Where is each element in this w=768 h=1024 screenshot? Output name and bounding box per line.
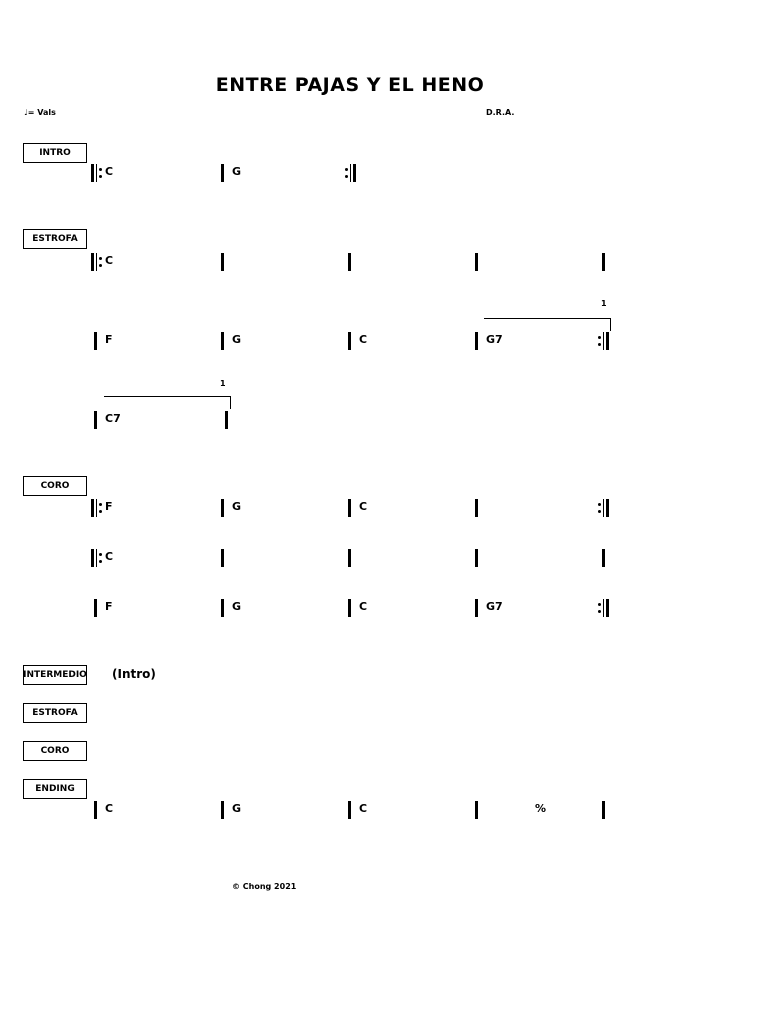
intermedio-note: (Intro)	[112, 667, 156, 681]
estrofa-row-2	[0, 330, 768, 354]
chord: G	[232, 802, 242, 815]
repeat-end	[598, 499, 609, 517]
volta-bracket	[104, 396, 231, 409]
barline	[602, 253, 605, 271]
estrofa-row-3	[0, 409, 768, 433]
chord: F	[105, 500, 113, 513]
chord: G	[232, 500, 242, 513]
section-label-ending: ENDING	[23, 779, 87, 799]
barline	[475, 253, 478, 271]
coro-row-2	[0, 547, 768, 571]
credit: D.R.A.	[486, 108, 515, 117]
section-label-estrofa: ESTROFA	[23, 229, 87, 249]
barline	[221, 499, 224, 517]
barline	[475, 599, 478, 617]
repeat-start	[91, 164, 102, 182]
chord: C	[359, 500, 368, 513]
section-label-estrofa-repeat: ESTROFA	[23, 703, 87, 723]
chord: G7	[486, 600, 503, 613]
chord: C	[359, 802, 368, 815]
barline	[221, 253, 224, 271]
barline	[94, 411, 97, 429]
chord: F	[105, 600, 113, 613]
barline	[475, 801, 478, 819]
tempo-marking: ♩= Vals	[24, 108, 56, 117]
estrofa-row-1	[0, 251, 768, 275]
chord: F	[105, 333, 113, 346]
chord: C	[105, 165, 114, 178]
ending-row	[0, 799, 768, 823]
chord: C	[359, 600, 368, 613]
barline	[221, 599, 224, 617]
barline	[225, 411, 228, 429]
barline	[475, 499, 478, 517]
volta-number: 1	[601, 299, 607, 308]
repeat-end	[598, 599, 609, 617]
barline	[348, 801, 351, 819]
chord: G	[232, 165, 242, 178]
barline	[221, 549, 224, 567]
coro-row-3	[0, 597, 768, 621]
chord: G	[232, 600, 242, 613]
barline	[348, 499, 351, 517]
section-label-intro: INTRO	[23, 143, 87, 163]
barline	[221, 332, 224, 350]
chord: C	[359, 333, 368, 346]
barline	[348, 253, 351, 271]
coro-row-1	[0, 497, 768, 521]
barline	[221, 801, 224, 819]
repeat-measure-sign: %	[535, 802, 547, 815]
volta-number: 1	[220, 379, 226, 388]
chord: C	[105, 254, 114, 267]
section-label-intermedio: INTERMEDIO	[23, 665, 87, 685]
chord: C7	[105, 412, 121, 425]
chord: G	[232, 333, 242, 346]
chord: G7	[486, 333, 503, 346]
barline	[348, 549, 351, 567]
repeat-start	[91, 499, 102, 517]
barline	[348, 599, 351, 617]
chord: C	[105, 802, 114, 815]
barline	[602, 801, 605, 819]
repeat-start	[91, 253, 102, 271]
repeat-end	[598, 332, 609, 350]
barline	[475, 549, 478, 567]
repeat-start	[91, 549, 102, 567]
barline	[475, 332, 478, 350]
repeat-end	[345, 164, 356, 182]
barline	[602, 549, 605, 567]
section-label-coro: CORO	[23, 476, 87, 496]
barline	[221, 164, 224, 182]
chord: C	[105, 550, 114, 563]
section-label-coro-repeat: CORO	[23, 741, 87, 761]
intro-row	[0, 162, 768, 186]
page-title: ENTRE PAJAS Y EL HENO	[215, 74, 485, 96]
barline	[348, 332, 351, 350]
barline	[94, 599, 97, 617]
copyright: © Chong 2021	[232, 882, 297, 891]
barline	[94, 332, 97, 350]
barline	[94, 801, 97, 819]
